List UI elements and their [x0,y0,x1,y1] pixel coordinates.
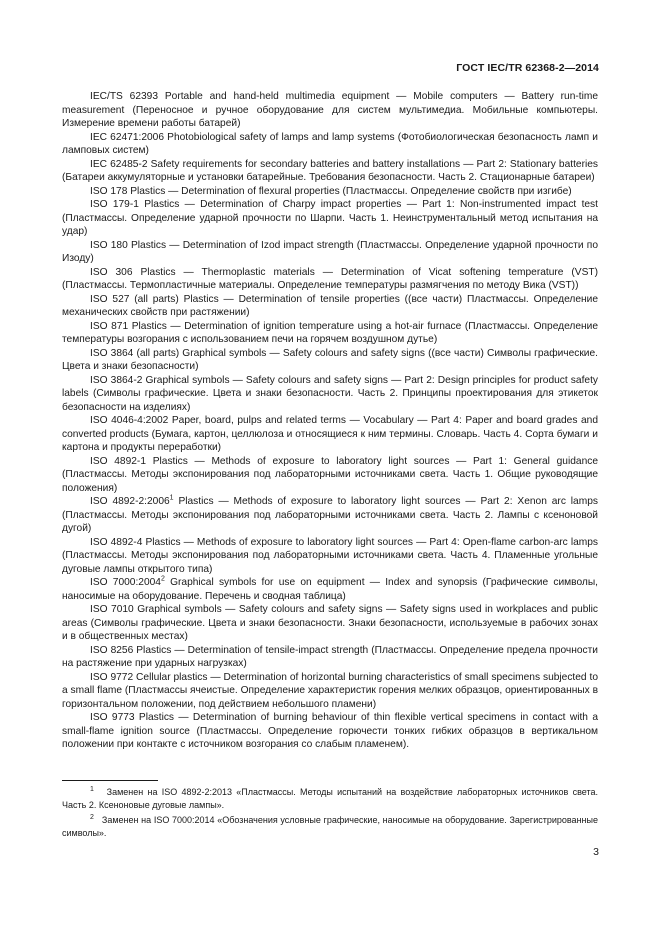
footnote-mark: 1 [90,786,94,793]
reference-item: ISO 9772 Cellular plastics — Determination of horizontal burning characteristics of small specimens subjected to a small flame (Пластмассы ячеистые. Определение характеристик горения мелких образцов, ориентированных в горизонтальном положении, под действием небольшого пламени) [62,671,598,710]
reference-item: ISO 871 Plastics — Determination of ignition temperature using a hot-air furnace (Пластмассы. Определение температуры возгорания с использованием печи на горячем воздушном дутье) [62,320,598,345]
reference-item: ISO 4892-2:2006$^1$ Plastics — Methods of exposure to laboratory light sources — Part 2: Xenon arc lamps (Пластмассы. Методы экспонирования под лабораторными источниками света. Часть 2. Лампы с ксеноновой дугой) [62,494,598,534]
reference-item: ISO 9773 Plastics — Determination of burning behaviour of thin flexible vertical specimens in contact with a small-flame ignition source (Пластмассы. Определение горючести тонких гибких образцов в вертикальном положении при контакте с источником возгорания со слабым пламенем). [62,712,598,750]
footnotes [62,786,598,842]
footnote-ref[interactable]: 1 [169,494,174,502]
reference-item: ISO 527 (all parts) Plastics — Determination of tensile properties ((все части) Пластмассы. Определение механических свойств при растяжении) [62,293,598,318]
footnote-divider [62,780,158,781]
reference-item: IEC 62485-2 Safety requirements for secondary batteries and battery installations — Part 2: Stationary batteries (Батареи аккумуляторные и установки батарейные. Требования безопасности. Часть 2. Стационарные батареи) [62,158,598,183]
reference-item: ISO 4892-4 Plastics — Methods of exposure to laboratory light sources — Part 4: Open-flame carbon-arc lamps (Пластмассы. Методы экспонирования под лабораторными источниками света. Часть 4. Пламенные угольные дуговые лампы открытого типа) [62,536,598,575]
document-header: ГОСТ IEC/TR 62368-2—2014 [456,62,599,74]
footnote-mark: 2 [90,814,94,821]
reference-item: ISO 7010 Graphical symbols — Safety colours and safety signs — Safety signs used in workplaces and public areas (Символы графические. Цвета и знаки безопасности. Знаки безопасности, используемые в рабочих зонах и в общественных местах) [62,604,598,642]
page-number: 3 [593,846,599,858]
footnote-ref[interactable]: 2 [160,575,165,583]
reference-item: ISO 4892-1 Plastics — Methods of exposure to laboratory light sources — Part 1: General guidance (Пластмассы. Методы экспонирования под лабораторными источниками света. Часть 1. Общие руководящие положения) [62,455,598,494]
reference-item: ISO 180 Plastics — Determination of Izod impact strength (Пластмассы. Определение ударной прочности по Изоду) [62,239,598,264]
reference-item: ISO 179-1 Plastics — Determination of Charpy impact properties — Part 1: Non-instrumented impact test (Пластмассы. Определение ударной прочности по Шарпи. Часть 1. Неинструментальный метод испытания на удар) [62,199,598,237]
reference-item: ISO 178 Plastics — Determination of flexural properties (Пластмассы. Определение свойств при изгибе) [90,185,572,197]
reference-item: ISO 3864-2 Graphical symbols — Safety colours and safety signs — Part 2: Design principles for product safety labels (Символы графические. Цвета и знаки безопасности. Часть 2. Принципы проектирования для этикеток безопасности на изделиях) [62,374,598,413]
reference-item: ISO 7000:2004$^2$ Graphical symbols for use on equipment — Index and synopsis (Графические символы, наносимые на оборудование. Перечень и сводная таблица) [62,575,598,602]
reference-item: ISO 306 Plastics — Thermoplastic materials — Determination of Vicat softening temperature (VST)(Пластмассы. Термопластичные материалы. Определение температуры размягчения по методу Вика (VST)) [62,266,598,291]
reference-item: ISO 3864 (all parts) Graphical symbols — Safety colours and safety signs ((все части) Символы графические. Цвета и знаки безопасности) [62,347,598,372]
reference-item: IEC/TS 62393 Portable and hand-held multimedia equipment — Mobile computers — Battery run-time measurement (Переносное и ручное оборудование для систем мультимедиа. Мобильные компьютеры. Измерение времени работы батарей) [62,91,598,129]
references-list [62,90,598,752]
reference-item: IEC 62471:2006 Photobiological safety of lamps and lamp systems (Фотобиологическая безопасность ламп и ламповых систем) [62,131,598,156]
footnote-item: $^2$ Заменен на ISO 7000:2014 «Обозначения условные графические, наносимые на оборудование. Зарегистрированные символы». [62,814,598,838]
reference-item: ISO 8256 Plastics — Determination of tensile-impact strength (Пластмассы. Определение предела прочности на растяжение при ударных нагрузках) [62,644,598,669]
footnote-item: $^1$ Заменен на ISO 4892-2:2013 «Пластмассы. Методы испытаний на воздействие лабораторных источников света. Часть 2. Ксеноновые дуговые лампы». [62,786,598,810]
reference-item: ISO 4046-4:2002 Paper, board, pulps and related terms — Vocabulary — Part 4: Paper and board grades and converted products (Бумага, картон, целлюлоза и относящиеся к ним термины. Словарь. Часть 4. Сорта бумаги и картона и продукты переработки) [62,415,598,453]
